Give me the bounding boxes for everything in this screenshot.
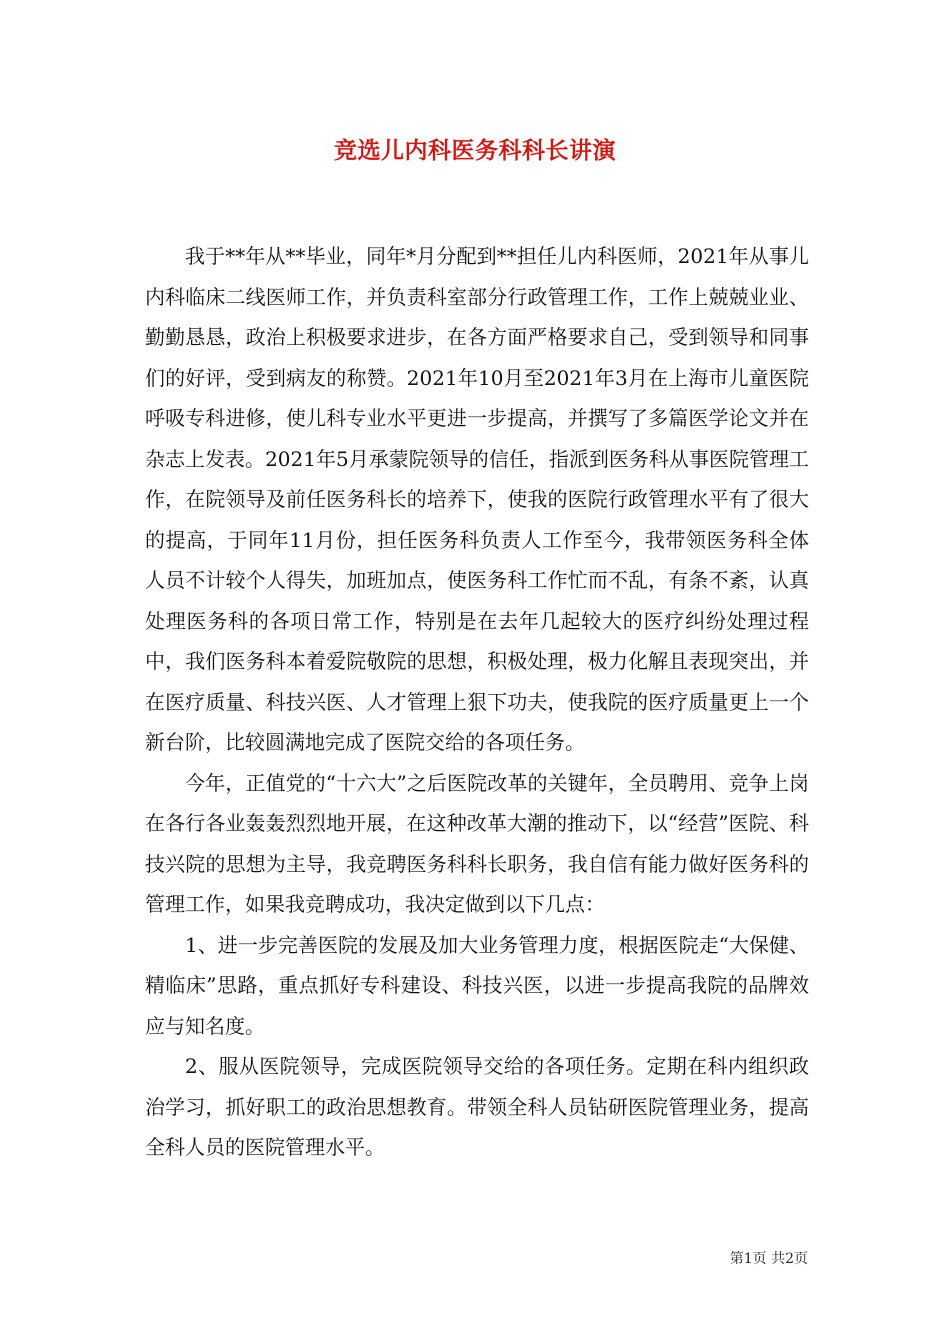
paragraph-3: 1、进一步完善医院的发展及加大业务管理力度，根据医院走“大保健、精临床”思路，重点抓好专科建设、科技兴医，以进一步提高我院的品牌效应与知名度。 bbox=[145, 932, 809, 1038]
paragraph-1: 我于**年从**毕业，同年*月分配到**担任儿内科医师，2021年从事儿内科临床二线医师工作，并负责科室部分行政管理工作，工作上兢兢业业、勤勤恳恳，政治上积极要求进步，在各方面严格要求自己，受到领导和同事们的好评，受到病友的称赞。2021年10月至2021年3月在上海市儿童医院呼吸专科进修，使儿科专业水平更进一步提高，并撰写了多篇医学论文并在杂志上发表。2021年5月承蒙院领导的信任，指派到医务科从事医院管理工作，在院领导及前任医务科长的培养下，使我的医院行政管理水平有了很大的提高，于同年11月份，担任医务科负责人工作至今，我带领医务科全体人员不计较个人得失，加班加点，使医务科工作忙而不乱，有条不紊，认真处理医务科的各项日常工作，特别是在去年几起较大的医疗纠纷处理过程中，我们医务科本着爱院敬院的思想，积极处理，极力化解且表现突出，并在医疗质量、科技兴医、人才管理上狠下功夫，使我院的医疗质量更上一个新台阶，比较圆满地完成了医院交给的各项任务。 bbox=[145, 244, 809, 754]
paragraph-2: 今年，正值党的“十六大”之后医院改革的关键年，全员聘用、竞争上岗在各行各业轰轰烈烈地开展，在这种改革大潮的推动下，以“经营”医院、科技兴院的思想为主导，我竞聘医务科科长职务，我自信有能力做好医务科的管理工作，如果我竞聘成功，我决定做到以下几点： bbox=[145, 770, 809, 916]
paragraph-4: 2、服从医院领导，完成医院领导交给的各项任务。定期在科内组织政治学习，抓好职工的政治思想教育。带领全科人员钻研医院管理业务，提高全科人员的医院管理水平。 bbox=[145, 1054, 809, 1159]
document-title: 竞选儿内科医务科科长讲演 bbox=[334, 137, 616, 164]
page-number: 第1页 共2页 bbox=[729, 1251, 808, 1267]
document-body bbox=[145, 236, 809, 1168]
